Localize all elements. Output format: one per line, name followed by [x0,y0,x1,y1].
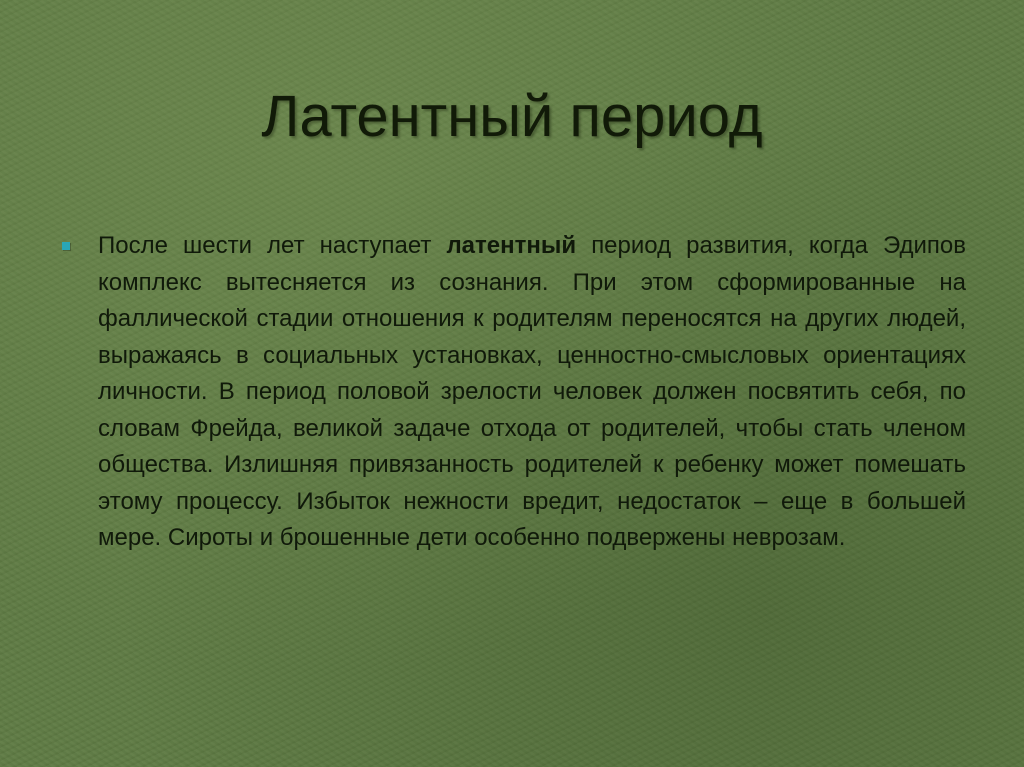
bullet-text-start: После шести лет наступает [98,232,447,259]
slide-title: Латентный период [261,84,763,149]
bullet-paragraph [98,228,966,557]
bullet-text-bold: латентный [446,232,577,259]
square-bullet-icon [62,242,70,250]
bullet-text-rest: период развития, когда Эдипов комплекс вытесняется из сознания. При этом сформированные на фаллической стадии отношения к родителям переносятся на других людей, выражаясь в социальных установках, ценностно-смысловых ориентациях личности. В период половой зрелости человек должен посвятить себя, по словам Фрейда, великой задаче отхода от родителей, чтобы стать членом общества. Излишняя привязанность родителей к ребенку может помешать этому процессу. Избыток нежности вредит, недостаток – еще в большей мере. Сироты и брошенные дети особенно подвержены неврозам. [98,232,966,551]
